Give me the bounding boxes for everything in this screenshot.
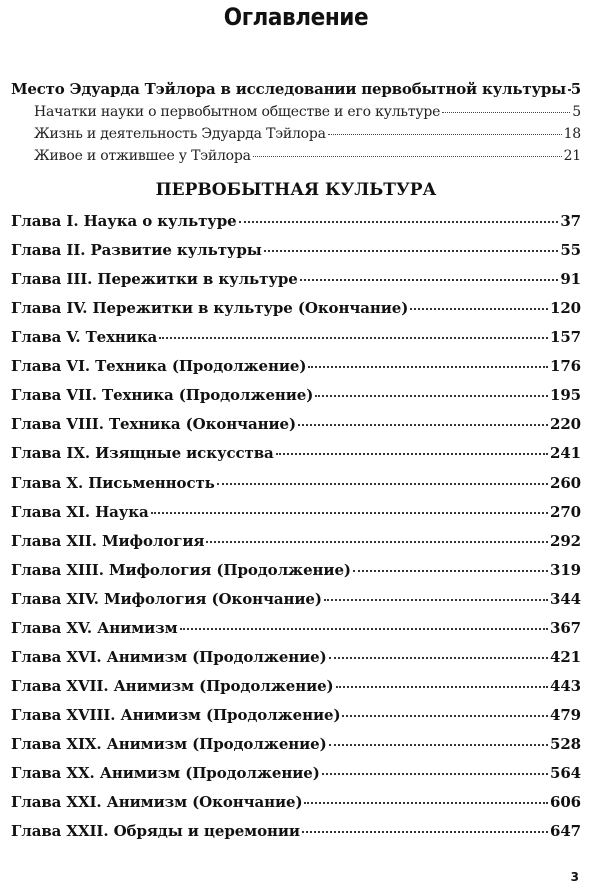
dot-leader (410, 308, 548, 310)
toc-entry-label: Глава V. Техника (11, 328, 158, 346)
toc-entry-page: 220 (549, 415, 581, 433)
dot-leader (329, 744, 548, 746)
toc-entry-label: Глава III. Пережитки в культуре (11, 270, 298, 288)
toc-chapter-entry[interactable] (11, 386, 581, 404)
dot-leader (336, 686, 548, 688)
dot-leader (315, 395, 548, 397)
toc-chapter-entry[interactable] (11, 793, 581, 811)
toc-chapter-entry[interactable] (11, 822, 581, 840)
toc-entry-page: 443 (549, 677, 581, 695)
toc-entry-page: 344 (549, 590, 581, 608)
toc-entry-label: Глава XX. Анимизм (Продолжение) (11, 764, 320, 782)
toc-entry-page: 37 (560, 212, 581, 230)
page-number: 3 (570, 870, 579, 884)
toc-entry-page: 195 (549, 386, 581, 404)
toc-entry-page: 260 (549, 474, 581, 492)
toc-chapter-entry[interactable] (11, 241, 581, 259)
toc-entry-label: Глава XXI. Анимизм (Окончание) (11, 793, 303, 811)
toc-chapter-entry[interactable] (11, 532, 581, 550)
toc-entry-page: 647 (549, 822, 581, 840)
dot-leader (342, 715, 548, 717)
toc-entry-intro[interactable] (11, 80, 581, 98)
dot-leader (329, 657, 548, 659)
toc-entry-page: 55 (560, 241, 581, 259)
dot-leader (322, 773, 548, 775)
toc-entry-page: 176 (549, 357, 581, 375)
toc-entry-label: Глава XIV. Мифология (Окончание) (11, 590, 322, 608)
toc-entry-label: Глава IX. Изящные искусства (11, 444, 274, 462)
toc-entry-label: Глава VIII. Техника (Окончание) (11, 415, 296, 433)
dot-leader (442, 112, 570, 113)
toc-entry-page: 157 (549, 328, 581, 346)
dot-leader (217, 483, 548, 485)
dot-leader (308, 366, 548, 368)
dot-leader (300, 279, 559, 281)
toc-entry-label: Место Эдуарда Тэйлора в исследовании первобытной культуры (11, 80, 566, 98)
toc-chapter-entry[interactable] (11, 619, 581, 637)
toc-entry-label: Глава IV. Пережитки в культуре (Окончание) (11, 299, 409, 317)
toc-entry-page: 292 (549, 532, 581, 550)
dot-leader (302, 831, 548, 833)
dot-leader (298, 424, 548, 426)
toc-entry-label: Глава XV. Анимизм (11, 619, 178, 637)
dot-leader (239, 221, 559, 223)
toc-entry-label: Глава XIII. Мифология (Продолжение) (11, 561, 351, 579)
toc-title: Оглавление (223, 3, 369, 31)
toc-chapter-entry[interactable] (11, 590, 581, 608)
toc-entry-page: 241 (549, 444, 581, 462)
dot-leader (328, 134, 562, 135)
toc-chapter-entry[interactable] (11, 561, 581, 579)
dot-leader (568, 89, 569, 91)
toc-entry-label: Глава II. Развитие культуры (11, 241, 262, 259)
toc-subentry[interactable] (34, 148, 581, 164)
dot-leader (180, 628, 548, 630)
toc-entry-page: 91 (560, 270, 581, 288)
toc-chapter-entry[interactable] (11, 299, 581, 317)
toc-entry-label: Глава XII. Мифология (11, 532, 205, 550)
dot-leader (264, 250, 559, 252)
toc-chapter-entry[interactable] (11, 444, 581, 462)
dot-leader (324, 599, 548, 601)
toc-entry-page: 528 (549, 735, 581, 753)
dot-leader (276, 453, 548, 455)
toc-entry-page: 421 (549, 648, 581, 666)
dot-leader (206, 541, 548, 543)
toc-entry-label: Глава XVI. Анимизм (Продолжение) (11, 648, 327, 666)
toc-chapter-entry[interactable] (11, 270, 581, 288)
section-heading: ПЕРВОБЫТНАЯ КУЛЬТУРА (155, 180, 437, 200)
toc-entry-label: Глава XIX. Анимизм (Продолжение) (11, 735, 327, 753)
toc-entry-label: Жизнь и деятельность Эдуарда Тэйлора (34, 126, 326, 142)
dot-leader (159, 337, 548, 339)
toc-entry-page: 5 (572, 104, 581, 120)
toc-chapter-entry[interactable] (11, 212, 581, 230)
toc-subentry[interactable] (34, 104, 581, 120)
toc-entry-page: 120 (549, 299, 581, 317)
toc-chapter-entry[interactable] (11, 648, 581, 666)
toc-entry-label: Глава I. Наука о культуре (11, 212, 237, 230)
toc-chapter-entry[interactable] (11, 415, 581, 433)
toc-chapter-entry[interactable] (11, 357, 581, 375)
toc-entry-page: 270 (549, 503, 581, 521)
toc-entry-label: Глава XVIII. Анимизм (Продолжение) (11, 706, 341, 724)
toc-entry-label: Глава X. Письменность (11, 474, 215, 492)
toc-entry-page: 319 (549, 561, 581, 579)
toc-entry-label: Начатки науки о первобытном обществе и его культуре (34, 104, 441, 120)
toc-chapter-entry[interactable] (11, 735, 581, 753)
dot-leader (151, 512, 548, 514)
toc-entry-page: 479 (549, 706, 581, 724)
dot-leader (253, 156, 562, 157)
toc-subentry[interactable] (34, 126, 581, 142)
toc-entry-label: Глава XVII. Анимизм (Продолжение) (11, 677, 334, 695)
dot-leader (304, 802, 548, 804)
toc-entry-page: 5 (570, 80, 581, 98)
toc-entry-label: Глава VI. Техника (Продолжение) (11, 357, 307, 375)
toc-entry-label: Глава XI. Наука (11, 503, 149, 521)
toc-entry-page: 18 (563, 126, 581, 142)
toc-chapter-entry[interactable] (11, 706, 581, 724)
toc-chapter-entry[interactable] (11, 764, 581, 782)
toc-entry-page: 367 (549, 619, 581, 637)
toc-chapter-entry[interactable] (11, 474, 581, 492)
toc-entry-label: Живое и отжившее у Тэйлора (34, 148, 251, 164)
toc-entry-page: 564 (549, 764, 581, 782)
toc-entry-label: Глава XXII. Обряды и церемонии (11, 822, 300, 840)
toc-chapter-entry[interactable] (11, 328, 581, 346)
toc-entry-page: 21 (563, 148, 581, 164)
dot-leader (353, 570, 548, 572)
toc-entry-page: 606 (549, 793, 581, 811)
toc-chapter-entry[interactable] (11, 677, 581, 695)
toc-entry-label: Глава VII. Техника (Продолжение) (11, 386, 314, 404)
toc-chapter-entry[interactable] (11, 503, 581, 521)
